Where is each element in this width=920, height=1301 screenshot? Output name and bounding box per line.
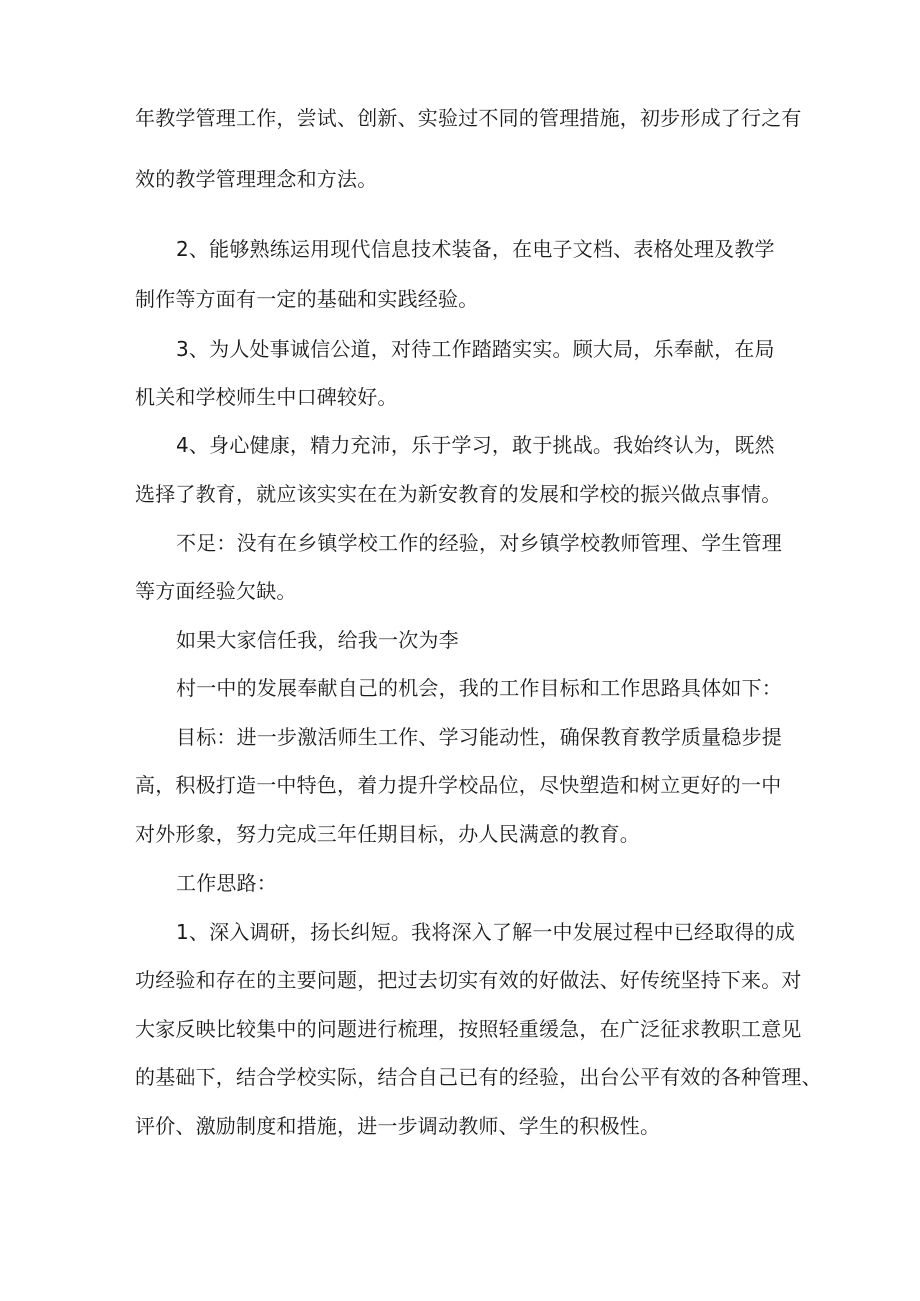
- text-line: 村一中的发展奉献自己的机会，我的工作目标和工作思路具体如下：: [176, 676, 782, 700]
- text-line: 制作等方面有一定的基础和实践经验。: [135, 287, 479, 311]
- text-line: 的基础下，结合学校实际，结合自己已有的经验，出台公平有效的各种管理、: [135, 1065, 822, 1089]
- text-line: 2、能够熟练运用现代信息技术装备，在电子文档、表格处理及教学: [176, 237, 775, 261]
- text-line: 工作思路：: [176, 871, 277, 895]
- text-line: 等方面经验欠缺。: [135, 579, 297, 603]
- text-line: 3、为人处事诚信公道，对待工作踏踏实实。顾大局，乐奉献，在局: [176, 337, 775, 361]
- text-line: 1、深入调研，扬长纠短。我将深入了解一中发展过程中已经取得的成: [176, 920, 795, 944]
- text-line: 对外形象，努力完成三年任期目标，办人民满意的教育。: [135, 822, 640, 846]
- text-line: 评价、激励制度和措施，进一步调动教师、学生的积极性。: [135, 1114, 661, 1138]
- text-line: 效的教学管理理念和方法。: [135, 167, 378, 191]
- text-line: 4、身心健康，精力充沛，乐于学习，敢于挑战。我始终认为，既然: [176, 433, 775, 457]
- text-line: 如果大家信任我，给我一次为李: [176, 628, 459, 652]
- text-line: 选择了教育，就应该实实在在为新安教育的发展和学校的振兴做点事情。: [135, 482, 782, 506]
- text-line: 机关和学校师生中口碑较好。: [135, 385, 398, 409]
- text-line: 功经验和存在的主要问题，把过去切实有效的好做法、好传统坚持下来。对: [135, 968, 802, 992]
- text-line: 年教学管理工作，尝试、创新、实验过不同的管理措施，初步形成了行之有: [135, 106, 802, 130]
- text-line: 大家反映比较集中的问题进行梳理，按照轻重缓急，在广泛征求教职工意见: [135, 1017, 802, 1041]
- text-line: 不足：没有在乡镇学校工作的经验，对乡镇学校教师管理、学生管理: [176, 531, 782, 555]
- text-line: 目标：进一步激活师生工作、学习能动性，确保教育教学质量稳步提: [176, 725, 782, 749]
- text-line: 高，积极打造一中特色，着力提升学校品位，尽快塑造和树立更好的一中: [135, 773, 782, 797]
